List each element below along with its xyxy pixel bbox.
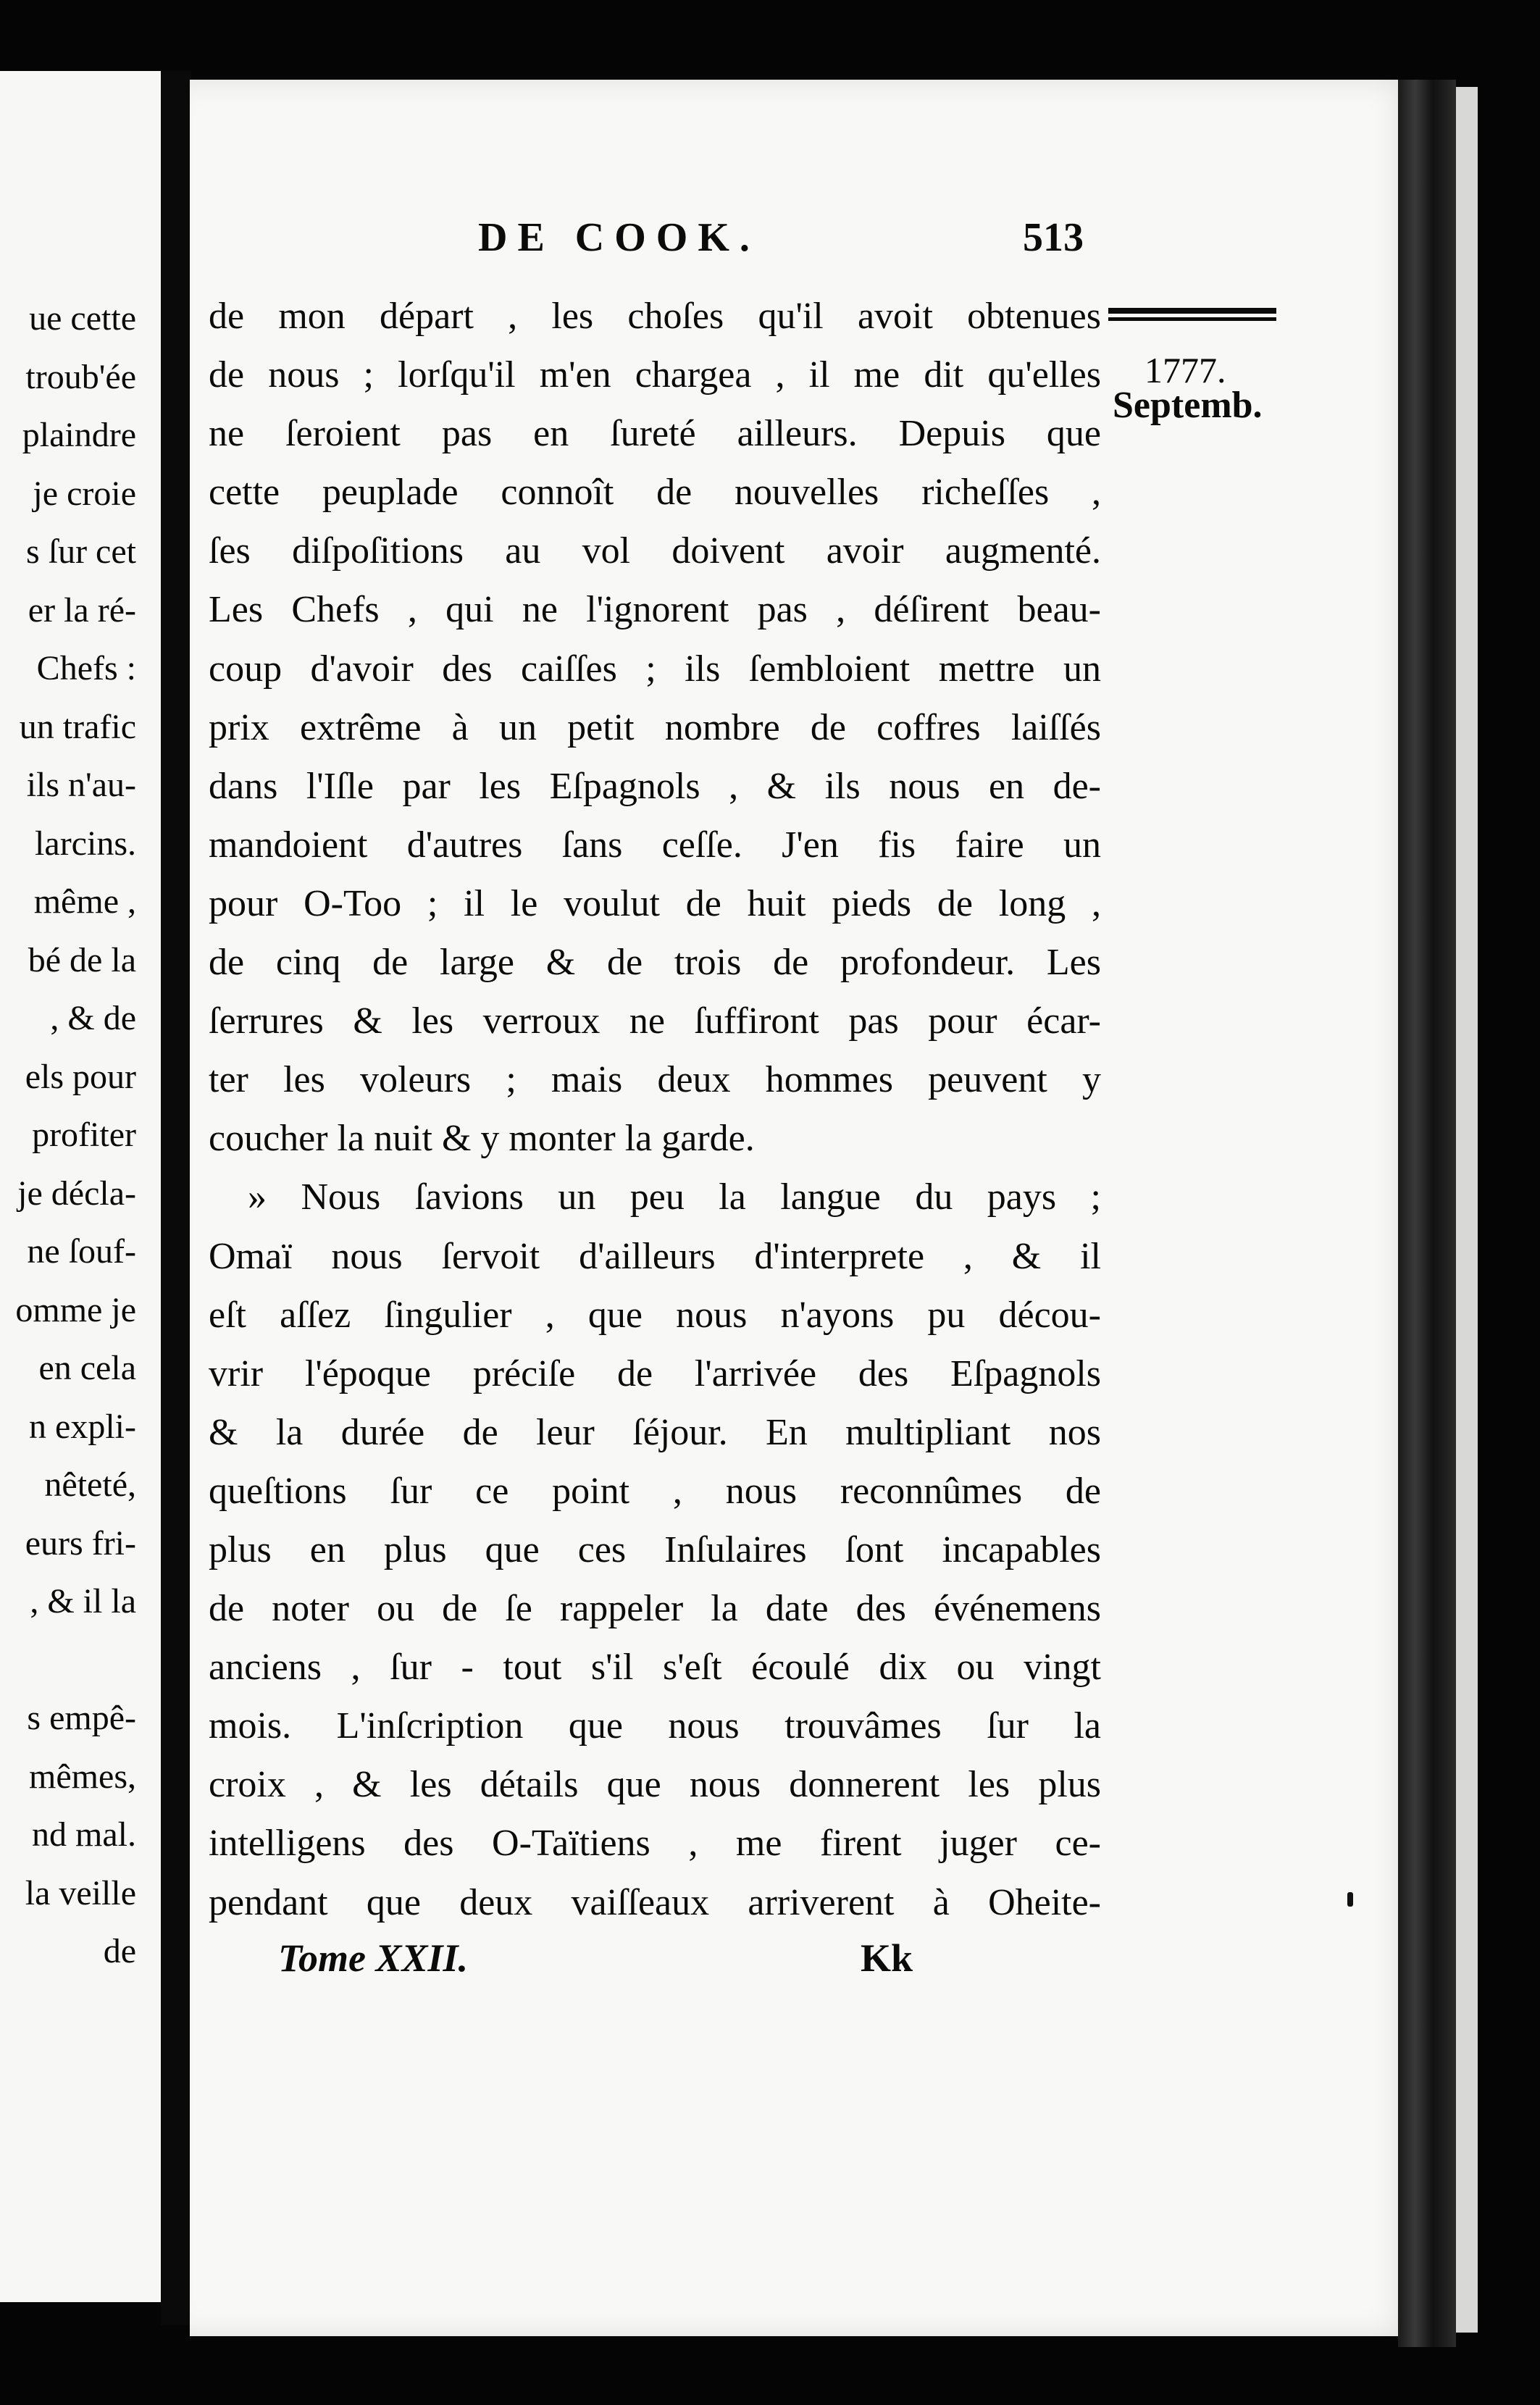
facing-line: , & il la <box>30 1582 136 1620</box>
text-line: de nous ; lorſqu'il m'en chargea , il me dit qu'elles <box>209 354 1101 396</box>
text-line: de mon départ , les choſes qu'il avoit obtenues <box>209 296 1101 337</box>
text-line: plus en plus que ces Inſulaires ſont incapables <box>209 1528 1101 1570</box>
text-line: mandoient d'autres ſans ceſſe. J'en fis faire un <box>209 824 1101 866</box>
facing-line: profiter <box>32 1116 136 1154</box>
facing-page <box>0 71 161 2302</box>
facing-line: même , <box>33 882 136 921</box>
text-line: mois. L'inſcription que nous trouvâmes ſur la <box>209 1705 1101 1747</box>
text-line: coup d'avoir des caiſſes ; ils ſembloient mettre un <box>209 648 1101 690</box>
margin-month: Septemb. <box>1113 385 1263 426</box>
text-line: de noter ou de ſe rappeler la date des événemens <box>209 1588 1101 1630</box>
facing-line: ne ſouf- <box>27 1232 136 1271</box>
facing-line: larcins. <box>35 824 136 863</box>
facing-line: omme je <box>15 1290 136 1329</box>
text-line: Les Chefs , qui ne l'ignorent pas , déſirent beau- <box>209 589 1101 631</box>
text-line: & la durée de leur ſéjour. En multipliant nos <box>209 1411 1101 1453</box>
paragraph-end-line: coucher la nuit & y monter la garde. <box>209 1118 755 1160</box>
facing-line: bé de la <box>28 940 136 979</box>
facing-line: Chefs : <box>36 649 136 687</box>
text-line: croix , & les détails que nous donnerent les plus <box>209 1764 1101 1806</box>
facing-line <box>0 1631 136 1690</box>
text-line: de cinq de large & de trois de profondeur. Les <box>209 942 1101 984</box>
facing-line: eurs fri- <box>25 1523 136 1563</box>
facing-line: nêteté, <box>44 1465 136 1504</box>
book-gutter <box>161 71 191 2325</box>
facing-line: er la ré- <box>28 590 136 630</box>
running-title: DE COOK. <box>478 215 760 260</box>
facing-line: un trafic <box>19 707 136 746</box>
signature-mark: Kk <box>861 1936 913 1980</box>
paragraph-start-line: » Nous ſavions un peu la langue du pays ; <box>248 1176 1101 1218</box>
facing-line: troub'ée <box>25 357 136 396</box>
text-line: ne ſeroient pas en ſureté ailleurs. Depuis que <box>209 413 1101 455</box>
body-text <box>209 287 1101 1932</box>
ink-speck <box>1347 1892 1353 1907</box>
page-number: 513 <box>1023 215 1084 260</box>
text-line: eſt aſſez ſingulier , que nous n'ayons pu décou- <box>209 1294 1101 1336</box>
facing-line: la veille <box>25 1873 136 1912</box>
facing-line: s ſur cet <box>26 532 136 571</box>
page-edge <box>1398 80 1456 2347</box>
facing-line: je décla- <box>17 1174 136 1213</box>
facing-line: de <box>103 1932 136 1970</box>
facing-line: s empê- <box>27 1699 136 1737</box>
facing-line: mêmes, <box>29 1757 136 1796</box>
facing-line: je croie <box>33 474 136 513</box>
facing-page-text <box>0 290 136 1981</box>
facing-line: nd mal. <box>32 1815 136 1854</box>
text-line: ter les voleurs ; mais deux hommes peuvent y <box>209 1059 1101 1101</box>
text-line: dans l'Iſle par les Eſpagnols , & ils nous en de- <box>209 765 1101 807</box>
volume-label: Tome XXII. <box>278 1936 469 1980</box>
text-line: pour O-Too ; il le voulut de huit pieds de long , <box>209 882 1101 924</box>
facing-line: , & de <box>50 999 136 1037</box>
text-line: pendant que deux vaiſſeaux arriverent à Oheite- <box>209 1881 1101 1923</box>
facing-line: ils n'au- <box>26 766 136 804</box>
text-line: prix extrême à un petit nombre de coffres laiſſés <box>209 706 1101 748</box>
margin-rule <box>1108 308 1276 321</box>
page-edge-light <box>1456 87 1478 2333</box>
facing-line: n expli- <box>29 1407 136 1446</box>
text-line: queſtions ſur ce point , nous reconnûmes de <box>209 1470 1101 1512</box>
text-line: Omaï nous ſervoit d'ailleurs d'interprete , & il <box>209 1235 1101 1277</box>
margin-year: 1777. <box>1144 350 1226 390</box>
facing-line: en cela <box>38 1349 136 1387</box>
text-line: anciens , ſur - tout s'il s'eſt écoulé dix ou vingt <box>209 1647 1101 1689</box>
facing-line: els pour <box>25 1057 136 1096</box>
facing-line: plaindre <box>22 416 136 454</box>
text-line: ſerrures & les verroux ne ſuffiront pas pour écar- <box>209 1000 1101 1042</box>
text-line: vrir l'époque préciſe de l'arrivée des Eſpagnols <box>209 1352 1101 1394</box>
text-line: intelligens des O-Taïtiens , me firent juger ce- <box>209 1823 1101 1865</box>
facing-line: ue cette <box>29 299 136 338</box>
text-line: ſes diſpoſitions au vol doivent avoir augmenté. <box>209 530 1101 572</box>
text-line: cette peuplade connoît de nouvelles richeſſes , <box>209 472 1101 514</box>
